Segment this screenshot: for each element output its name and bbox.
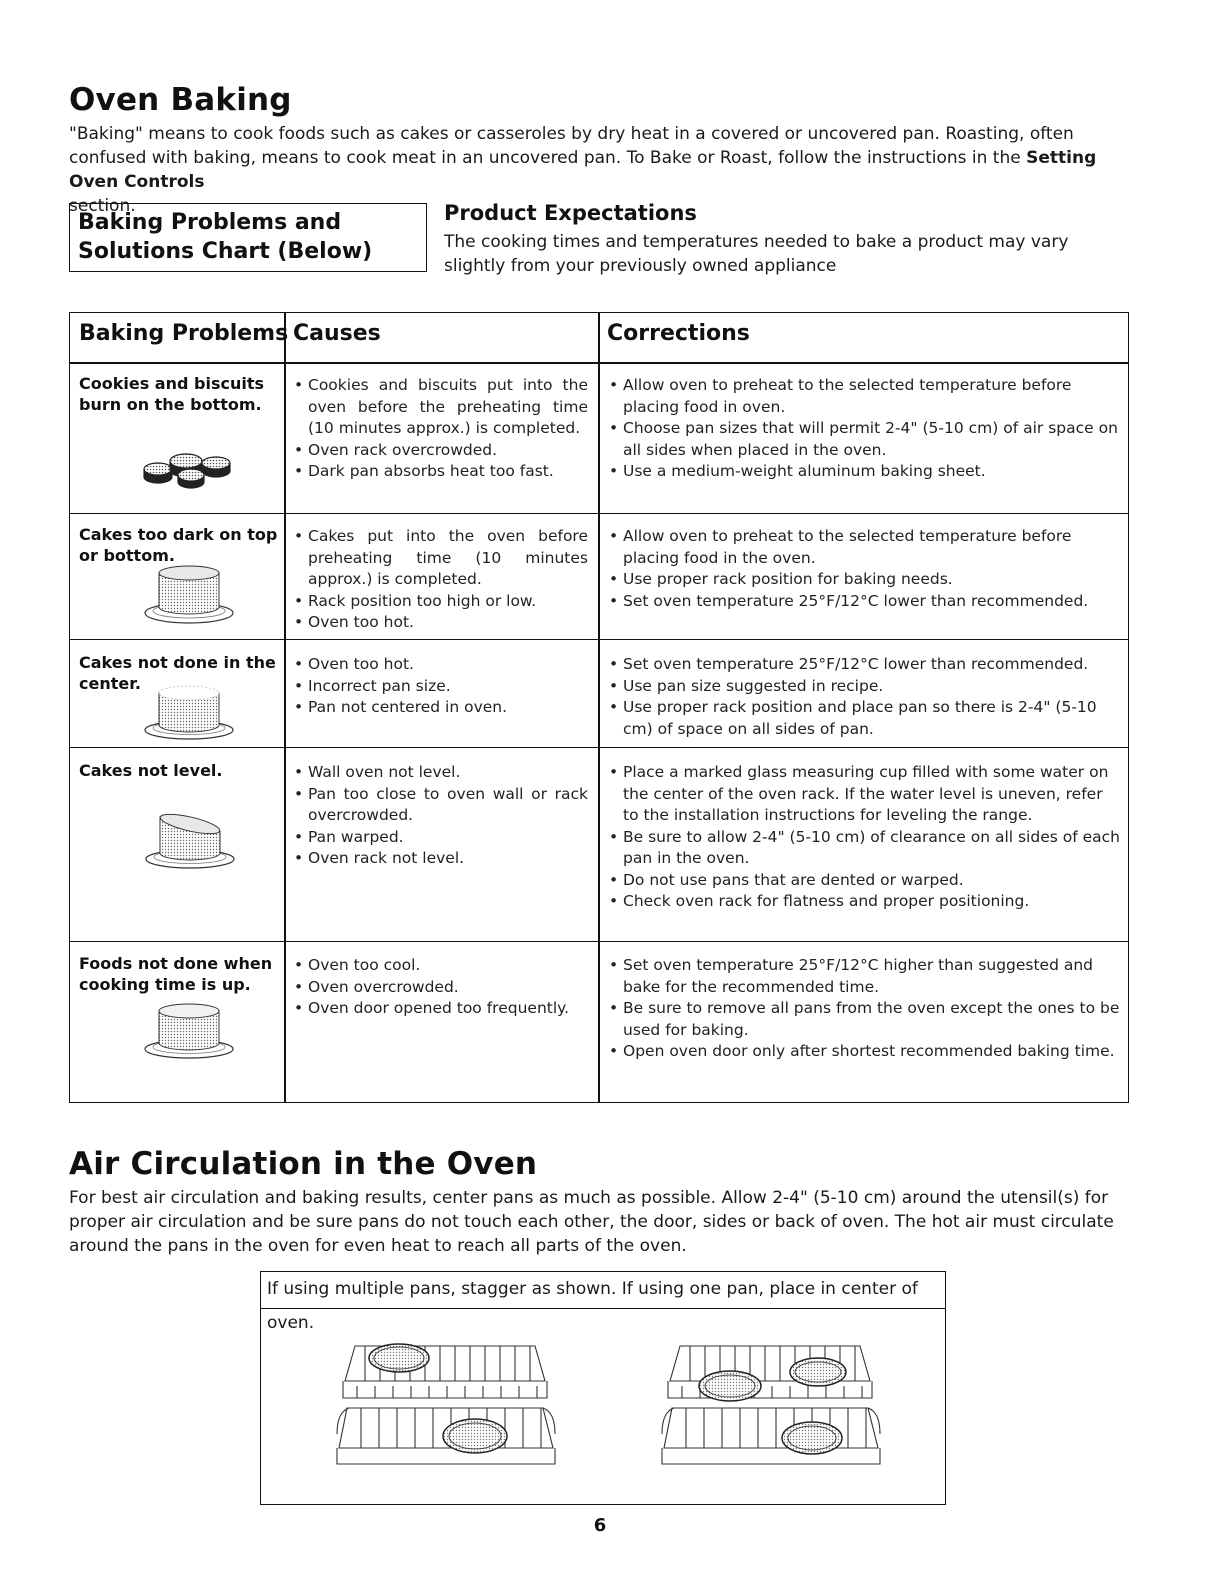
row-divider (70, 747, 1128, 748)
column-divider (284, 313, 286, 1102)
cake-illustration (143, 681, 235, 741)
causes-list (292, 526, 588, 634)
cause-item: • Pan warped. (292, 827, 588, 849)
oven-baking-title: Oven Baking (69, 82, 292, 118)
cause-item: • Oven rack overcrowded. (292, 440, 588, 462)
air-circulation-text: For best air circulation and baking results, center pans as much as possible. Allow 2-4" (5-10 cm) around the utensil(s) for proper air circulation and be sure pans do not touch each other, the door, sides or back of oven. The hot air must circulate around the pans in the oven for even heat to reach all parts of the oven. (69, 1188, 1114, 1256)
correction-item: • Choose pan sizes that will permit 2-4" (5-10 cm) of air space on all sides when placed in the oven. (607, 418, 1123, 461)
column-divider (598, 313, 600, 1102)
correction-item: • Open oven door only after shortest recommended baking time. (607, 1041, 1123, 1063)
problem-cakes-not-done: Cakes not done in the center. (79, 653, 276, 693)
correction-item: • Allow oven to preheat to the selected temperature before placing food in oven. (607, 375, 1123, 418)
causes-list (292, 955, 588, 1020)
cause-item: • Oven rack not level. (292, 848, 588, 870)
problem-cookies-burn: Cookies and biscuits burn on the bottom. (79, 374, 264, 414)
correction-item: • Place a marked glass measuring cup filled with some water on the center of the oven rack. If the water level is uneven, refer to the installation instructions for leveling the range. (607, 762, 1123, 827)
cause-item: • Cookies and biscuits put into the oven before the preheating time (10 minutes approx.) is completed. (292, 375, 588, 440)
causes-list (292, 375, 588, 483)
cause-item: • Oven door opened too frequently. (292, 998, 588, 1020)
cause-item: • Oven too cool. (292, 955, 588, 977)
single-pan-rack-diagram (660, 1336, 882, 1486)
cake-illustration (143, 997, 235, 1061)
header-causes: Causes (293, 321, 381, 346)
cause-item: • Cakes put into the oven before preheating time (10 minutes approx.) is completed. (292, 526, 588, 591)
cake-illustration (143, 559, 235, 625)
correction-item: • Set oven temperature 25°F/12°C lower than recommended. (607, 654, 1123, 676)
header-divider (70, 362, 1128, 364)
cause-item: • Oven too hot. (292, 654, 588, 676)
page-number: 6 (593, 1515, 607, 1536)
product-expectations-title: Product Expectations (444, 201, 697, 225)
cause-item: • Pan too close to oven wall or rack overcrowded. (292, 784, 588, 827)
multiple-pans-rack-diagram (335, 1336, 557, 1486)
row-divider (70, 639, 1128, 640)
cause-item: • Dark pan absorbs heat too fast. (292, 461, 588, 483)
causes-list (292, 654, 588, 719)
corrections-list (607, 955, 1123, 1063)
setting-oven-controls-ref: Setting Oven Controls (69, 148, 1097, 192)
cause-item: • Oven overcrowded. (292, 977, 588, 999)
corrections-list (607, 526, 1123, 612)
baking-problems-chart-box (69, 203, 427, 272)
corrections-list (607, 375, 1123, 483)
corrections-list (607, 654, 1123, 740)
correction-item: • Use pan size suggested in recipe. (607, 676, 1123, 698)
cause-item: • Pan not centered in oven. (292, 697, 588, 719)
chart-box-line1: Baking Problems and (78, 210, 342, 235)
correction-item: • Check oven rack for flatness and proper positioning. (607, 891, 1123, 913)
correction-item: • Use a medium-weight aluminum baking sheet. (607, 461, 1123, 483)
problem-foods-not-done: Foods not done when cooking time is up. (79, 954, 273, 994)
row-divider (70, 941, 1128, 942)
baking-problems-table (69, 312, 1129, 1103)
cookies-illustration (140, 441, 236, 493)
correction-item: • Use proper rack position and place pan so there is 2-4" (5-10 cm) of space on all sides of pan. (607, 697, 1123, 740)
correction-item: • Use proper rack position for baking needs. (607, 569, 1123, 591)
correction-item: • Be sure to allow 2-4" (5-10 cm) of clearance on all sides of each pan in the oven. (607, 827, 1123, 870)
corrections-list (607, 762, 1123, 913)
header-corrections: Corrections (607, 321, 750, 346)
rack-diagram-caption: If using multiple pans, stagger as shown. If using one pan, place in center of oven. (261, 1272, 945, 1309)
oven-baking-intro-text: "Baking" means to cook foods such as cakes or casseroles by dry heat in a covered or uncovered pan. Roasting, often confused with baking, means to cook meat in an uncovered pan. To Bake or Roast, follow the instructions in the (69, 124, 1074, 168)
problem-cakes-too-dark: Cakes too dark on top or bottom. (79, 525, 278, 565)
cause-item: • Oven too hot. (292, 612, 588, 634)
causes-list (292, 762, 588, 870)
product-expectations-text: The cooking times and temperatures needed to bake a product may vary slightly from your previously owned appliance (444, 232, 1069, 276)
correction-item: • Allow oven to preheat to the selected temperature before placing food in the oven. (607, 526, 1123, 569)
oven-baking-intro-end: section. (69, 196, 136, 216)
header-baking-problems: Baking Problems (79, 321, 289, 346)
chart-box-line2: Solutions Chart (Below) (78, 239, 373, 264)
correction-item: • Set oven temperature 25°F/12°C lower than recommended. (607, 591, 1123, 613)
cause-item: • Incorrect pan size. (292, 676, 588, 698)
correction-item: • Be sure to remove all pans from the oven except the ones to be used for baking. (607, 998, 1123, 1041)
cause-item: • Rack position too high or low. (292, 591, 588, 613)
tilted-cake-illustration (143, 809, 237, 871)
cause-item: • Wall oven not level. (292, 762, 588, 784)
problem-cakes-not-level: Cakes not level. (79, 761, 223, 780)
air-circulation-title: Air Circulation in the Oven (69, 1146, 538, 1182)
correction-item: • Do not use pans that are dented or warped. (607, 870, 1123, 892)
correction-item: • Set oven temperature 25°F/12°C higher than suggested and bake for the recommended time. (607, 955, 1123, 998)
row-divider (70, 513, 1128, 514)
